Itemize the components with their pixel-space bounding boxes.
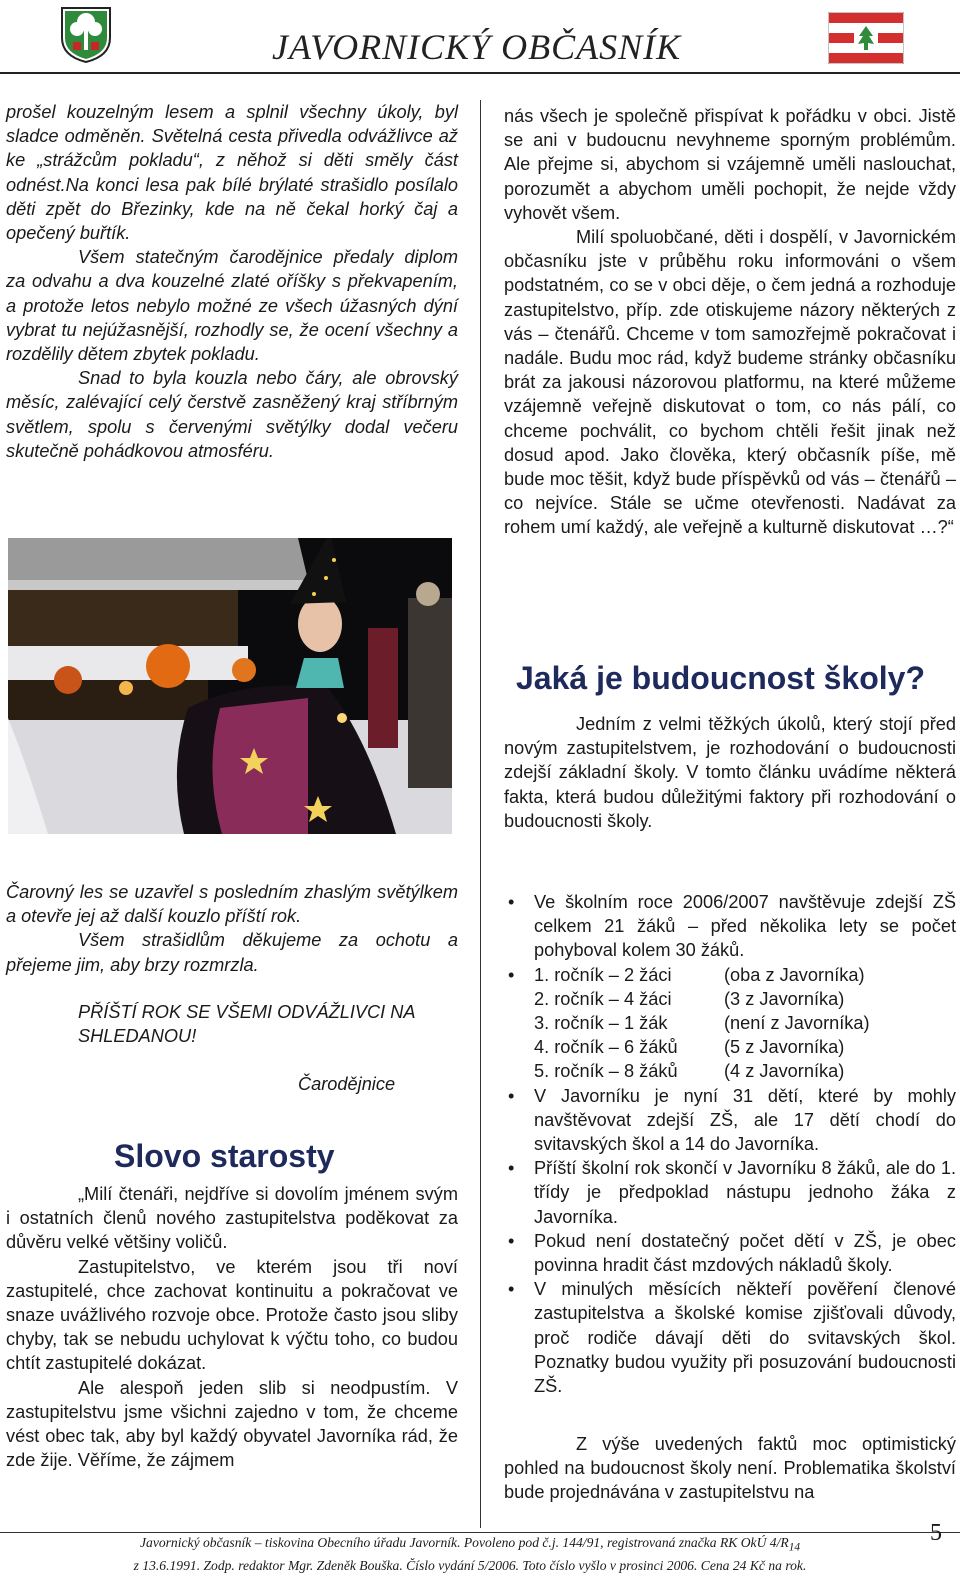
- grade-note: (3 z Javorníka): [724, 988, 845, 1009]
- signature-text: Čarodějnice: [298, 1074, 396, 1094]
- grade-note: (5 z Javorníka): [724, 1037, 845, 1058]
- mayor-paragraph: nás všech je společně přispívat k pořádku v obci. Jistě se ani v budoucnu nevyhneme sporným problémům. Ale přejme si, abychom si vzájemně uměli naslouchat, porozumět a abychom uměli pochopit, že nejde vždy vyhovět všem.: [504, 106, 956, 223]
- municipal-crest-icon: [56, 4, 116, 64]
- halloween-closing: [6, 880, 458, 977]
- mayor-heading: Slovo starosty: [114, 1138, 335, 1174]
- closing-paragraph: Čarovný les se uzavřel s posledním zhaslým světýlkem a otevře jej až další kouzlo příští rok.: [6, 882, 458, 927]
- halloween-paragraph: Všem statečným čarodějnice předaly diplom za odvahu a dva kouzelné zlaté oříšky s překvapením, a protože letos nebylo možné ze všech úžasných dýní vybrat tu nejúžasnější, rozhodly se, že ocení všechny a rozdělily dětem zbytek pokladu.: [6, 247, 458, 365]
- mayor-paragraph: Milí spoluobčané, děti i dospělí, v Javornickém občasníku jste v průběhu roku informováni o všem podstatném, co se v obci děje, o čem jedná a rozhoduje zastupitelstvo, příp. zde otiskujeme názory některých z vás – čtenářů. Chceme v tom samozřejmě pokračovat i nadále. Budu moc rád, když budeme stránky občasníku brát za jakousi názorovou platformu, na které můžeme vzájemně veřejně diskutovat o tom, co nás pálí, co chceme pochválit, co bychom chtěli řešit jinak než dosud apod. Jako člověka, který občasník píše, mě bude moc těšit, když bude příspěvků od vás – čtenářů – co nejvíce. Stále se učme otevřenosti. Nadávat za rohem umí každý, ale veřejně a kulturně diskutovat …?“: [504, 227, 956, 538]
- halloween-paragraph: prošel kouzelným lesem a splnil všechny úkoly, byl sladce odměněn. Světelná cesta přivedla odvážlivce až ke „strážcům pokladu“, z něhož si děti směly část odnést.Na konci lesa pak bílé brýlaté strašidlo posílalo děti zpět do Březinky, kde na ně čekal horký čaj a opečený buřtík.: [6, 102, 458, 244]
- list-item: • V minulých měsících někteří pověření členové zastupitelstva a školské komise zjišťovali důvody, proč rodiče dávají děti do svitavských škol. Poznatky budou využity při posuzování budoucnosti ZŠ.: [508, 1279, 956, 1397]
- grade-label: 1. ročník – 2 žáci: [534, 964, 672, 985]
- mayor-article: [6, 1182, 458, 1472]
- list-item: • V Javorníku je nyní 31 dětí, které by mohly navštěvovat zdejší ZŠ, ale 17 dětí chodí do svitavských škol a 14 do Javorníka.: [508, 1085, 956, 1155]
- school-outro: Z výše uvedených faktů moc optimistický pohled na budoucnost školy není. Problematika školství bude projednávána v zastupitelstvu na: [504, 1434, 956, 1503]
- page-footer: [0, 1534, 940, 1574]
- list-item: • Příští školní rok skončí v Javorníku 8 žáků, ale do 1. třídy je předpoklad nástupu jednoho žáka z Javorníka.: [508, 1158, 956, 1227]
- municipal-flag-icon: [828, 12, 904, 64]
- header-rule: [0, 72, 960, 74]
- grade-label: 5. ročník – 8 žáků: [534, 1061, 678, 1082]
- grade-note: (není z Javorníka): [724, 1013, 870, 1034]
- grade-note: (oba z Javorníka): [724, 964, 865, 985]
- grade-note: (4 z Javorníka): [724, 1061, 845, 1082]
- farewell-text: PŘÍŠTÍ ROK SE VŠEMI ODVÁŽLIVCI NA SHLEDANOU!: [78, 1002, 415, 1047]
- school-heading: Jaká je budoucnost školy?: [516, 660, 925, 696]
- page-number: 5: [930, 1520, 942, 1546]
- list-item: • Pokud není dostatečný počet dětí v ZŠ, je obec povinna hradit část mzdových nákladů školy.: [508, 1230, 956, 1276]
- mayor-paragraph: „Milí čtenáři, nejdříve si dovolím jménem svým i ostatních členů nového zastupitelstva poděkovat za důvěru velké většiny voličů.: [6, 1184, 458, 1253]
- list-item: • 1. ročník – 2 žáci (oba z Javorníka) 2. ročník – 4 žáci (3 z Javorníka) 3. ročník – 1 žák (není z Javorníka) 4. ročník – 6 žáků (5 z Javorníka) 5. ročník – 8 žáků (4 z Javorníka): [504, 963, 956, 1084]
- column-divider: [480, 100, 481, 1528]
- grade-label: 4. ročník – 6 žáků: [534, 1037, 678, 1058]
- grade-label: 2. ročník – 4 žáci: [534, 988, 672, 1009]
- mayor-paragraph: Ale alespoň jeden slib si neodpustím. V zastupitelstvu jsme všichni zajedno v tom, že chceme vést obec tak, aby byl každý obyvatel Javorníka rád, že zde žije. Věříme, že zájmem: [6, 1377, 458, 1471]
- halloween-photo: [8, 538, 452, 834]
- closing-paragraph: Všem strašidlům děkujeme za ochotu a přejeme jim, aby brzy rozmrzla.: [6, 930, 458, 975]
- halloween-article: [6, 100, 458, 463]
- list-item: • Ve školním roce 2006/2007 navštěvuje zdejší ZŠ celkem 21 žáků – před několika lety se počet pohyboval kolem 30 žáků.: [508, 892, 956, 961]
- halloween-photo-image: [8, 538, 452, 834]
- grade-table: [504, 963, 956, 1084]
- masthead-title: JAVORNICKÝ OBČASNÍK: [272, 27, 682, 67]
- school-facts-list: [504, 890, 956, 1398]
- footer-line: z 13.6.1991. Zodp. redaktor Mgr. Zdeněk Bouška. Číslo vydání 5/2006. Toto číslo vyšlo v prosinci 2006. Cena 24 Kč na rok.: [133, 1557, 807, 1573]
- mayor-paragraph: Zastupitelstvo, ve kterém jsou tři noví zastupitelé, chce zachovat kontinuitu a pokračovat ve snaze uvážlivého rozvoje obce. Protože často jsou sliby chyby, tak se nebudu uchylovat k výčtu toho, co budou chtít zastupitelé dokázat.: [6, 1256, 458, 1374]
- footer-line: Javornický občasník – tiskovina Obecního úřadu Javorník. Povoleno pod č.j. 144/91, registrovaná značka RK OkÚ $4/R_{14}$: [139, 1535, 801, 1554]
- footer-rule: [0, 1532, 960, 1533]
- grade-label: 3. ročník – 1 žák: [534, 1013, 668, 1034]
- school-intro: Jedním z velmi těžkých úkolů, který stojí před novým zastupitelstvem, je rozhodování o budoucnosti zdejší základní školy. V tomto článku uvádíme některá fakta, která budou důležitými faktory při rozhodování o budoucnosti školy.: [504, 714, 956, 831]
- halloween-paragraph: Snad to byla kouzla nebo čáry, ale obrovský měsíc, zalévající celý čerstvě zasněžený kraj stříbrným světlem, spolu s červenými světýlky dodal večeru skutečně pohádkovou atmosféru.: [6, 368, 458, 461]
- page-header: [0, 0, 960, 76]
- mayor-article-continued: [504, 104, 956, 540]
